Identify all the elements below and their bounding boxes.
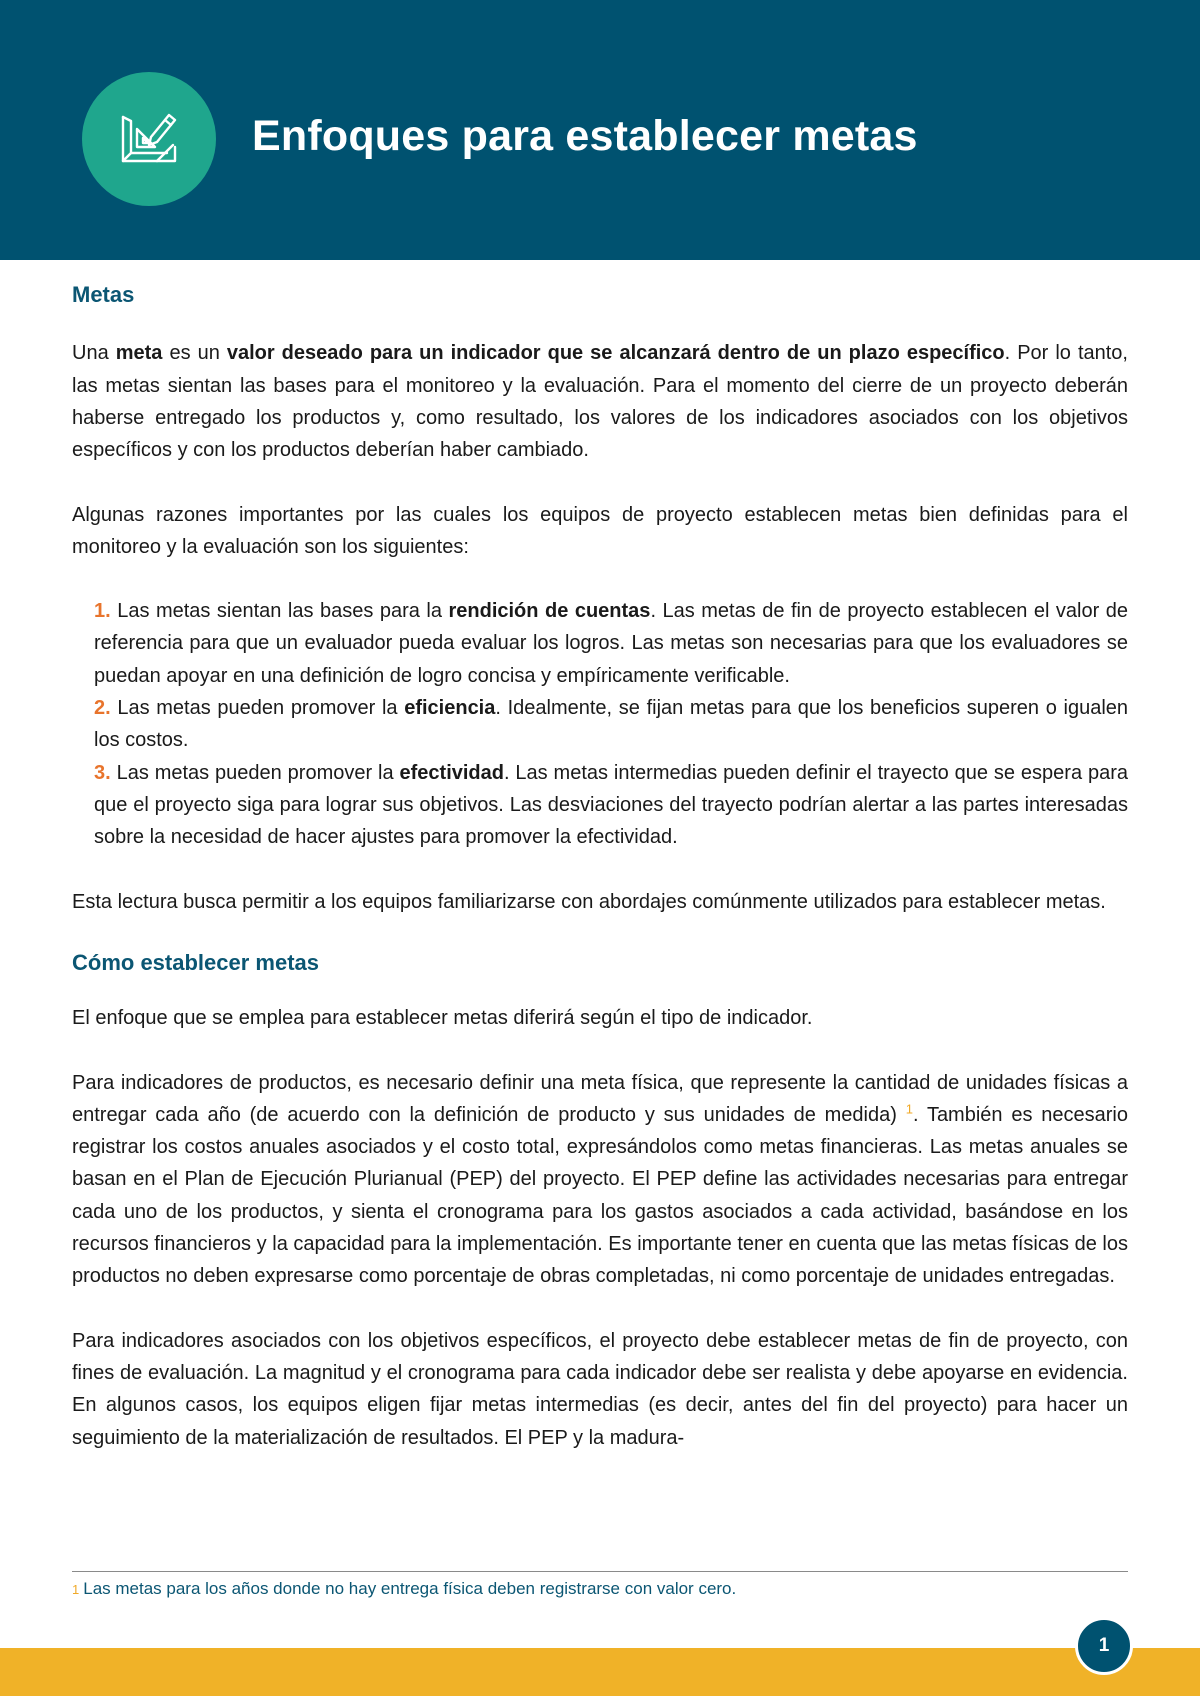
list-item: 2. Las metas pueden promover la eficiencia. Idealmente, se fijan metas para que los beneficios superen o igualen los costos. bbox=[94, 697, 1129, 752]
list-number: 2. bbox=[94, 697, 111, 720]
list-item: 3. Las metas pueden promover la efectividad. Las metas intermedias pueden definir el trayecto que se espera para que el proyecto siga para lograr sus objetivos. Las desviaciones del trayecto podrían alertar a las partes interesadas sobre la necesidad de hacer ajustes para promover la efectividad. bbox=[94, 761, 1128, 849]
term-meta: meta bbox=[115, 342, 163, 365]
list-item: 1. Las metas sientan las bases para la rendición de cuentas. Las metas de fin de proyecto establecen el valor de referencia para que un evaluador pueda evaluar los logros. Las metas son necesarias para que los evaluadores se puedan apoyar en una definición de logro concisa y empíricamente verificable. bbox=[94, 600, 1128, 687]
paragraph-reading-purpose: Esta lectura busca permitir a los equipos familiarizarse con abordajes comúnmente utilizados para establecer metas. bbox=[72, 890, 1106, 913]
paragraph-objective-indicators: Para indicadores asociados con los objetivos específicos, el proyecto debe establecer metas de fin de proyecto, con fines de evaluación. La magnitud y el cronograma para cada indicador debe ser realista y debe apoyarse en evidencia. En algunos casos, los equipos eligen fijar metas intermedias (es decir, antes del fin del proyecto) para hacer un seguimiento de la materialización de resultados. El PEP y la madura- bbox=[72, 1329, 1128, 1449]
section-heading-como-establecer: Cómo establecer metas bbox=[72, 949, 319, 975]
footnote-reference[interactable]: 1 bbox=[905, 1101, 913, 1117]
page-header bbox=[0, 0, 1200, 260]
paragraph-reasons-intro: Algunas razones importantes por las cuales los equipos de proyecto establecen metas bien definidas para el monitoreo y la evaluación son los siguientes: bbox=[72, 503, 1128, 558]
footnote-marker: 1 bbox=[72, 1582, 80, 1597]
term-definition: valor deseado para un indicador que se alcanzará dentro de un plazo específico bbox=[226, 342, 1005, 365]
section-heading-metas: Metas bbox=[72, 282, 135, 307]
page-number: 1 bbox=[1075, 1617, 1133, 1675]
drafting-tools-icon bbox=[117, 107, 181, 171]
footnote-text: Las metas para los años donde no hay entrega física deben registrarse con valor cero. bbox=[83, 1579, 737, 1598]
list-number: 1. bbox=[94, 600, 111, 623]
page-title: Enfoques para establecer metas bbox=[252, 112, 918, 160]
footnote-divider bbox=[72, 1571, 1128, 1572]
footnote bbox=[72, 1578, 1128, 1601]
main-content bbox=[72, 282, 1128, 1486]
reasons-list bbox=[72, 595, 1128, 853]
header-badge bbox=[82, 72, 216, 206]
paragraph-product-indicators: Para indicadores de productos, es necesario definir una meta física, que represente la cantidad de unidades físicas a entregar cada año (de acuerdo con la definición de producto y sus unidades de medida) $^1$. También es necesario registrar los costos anuales asociados y el costo total, expresándolos como metas financieras. Las metas anuales se basan en el Plan de Ejecución Plurianual (PEP) del proyecto. El PEP define las actividades necesarias para entregar cada uno de los productos, y sienta el cronograma para los gastos asociados a cada actividad, basándose en los recursos financieros y la capacidad para la implementación. Es importante tener en cuenta que las metas físicas de los productos no deben expresarse como porcentaje de obras completadas, ni como porcentaje de unidades entregadas. bbox=[72, 1071, 1128, 1288]
list-number: 3. bbox=[94, 761, 111, 784]
paragraph-approach: El enfoque que se emplea para establecer metas diferirá según el tipo de indicador. bbox=[72, 1007, 813, 1030]
footer-bar bbox=[0, 1648, 1200, 1696]
paragraph-meta-definition: Una meta es un valor deseado para un indicador que se alcanzará dentro de un plazo específico. Por lo tanto, las metas sientan las bases para el monitoreo y la evaluación. Para el momento del cierre de un proyecto deberán haberse entregado los productos y, como resultado, los valores de los indicadores asociados con los objetivos específicos y con los productos deberían haber cambiado. bbox=[72, 342, 1128, 462]
